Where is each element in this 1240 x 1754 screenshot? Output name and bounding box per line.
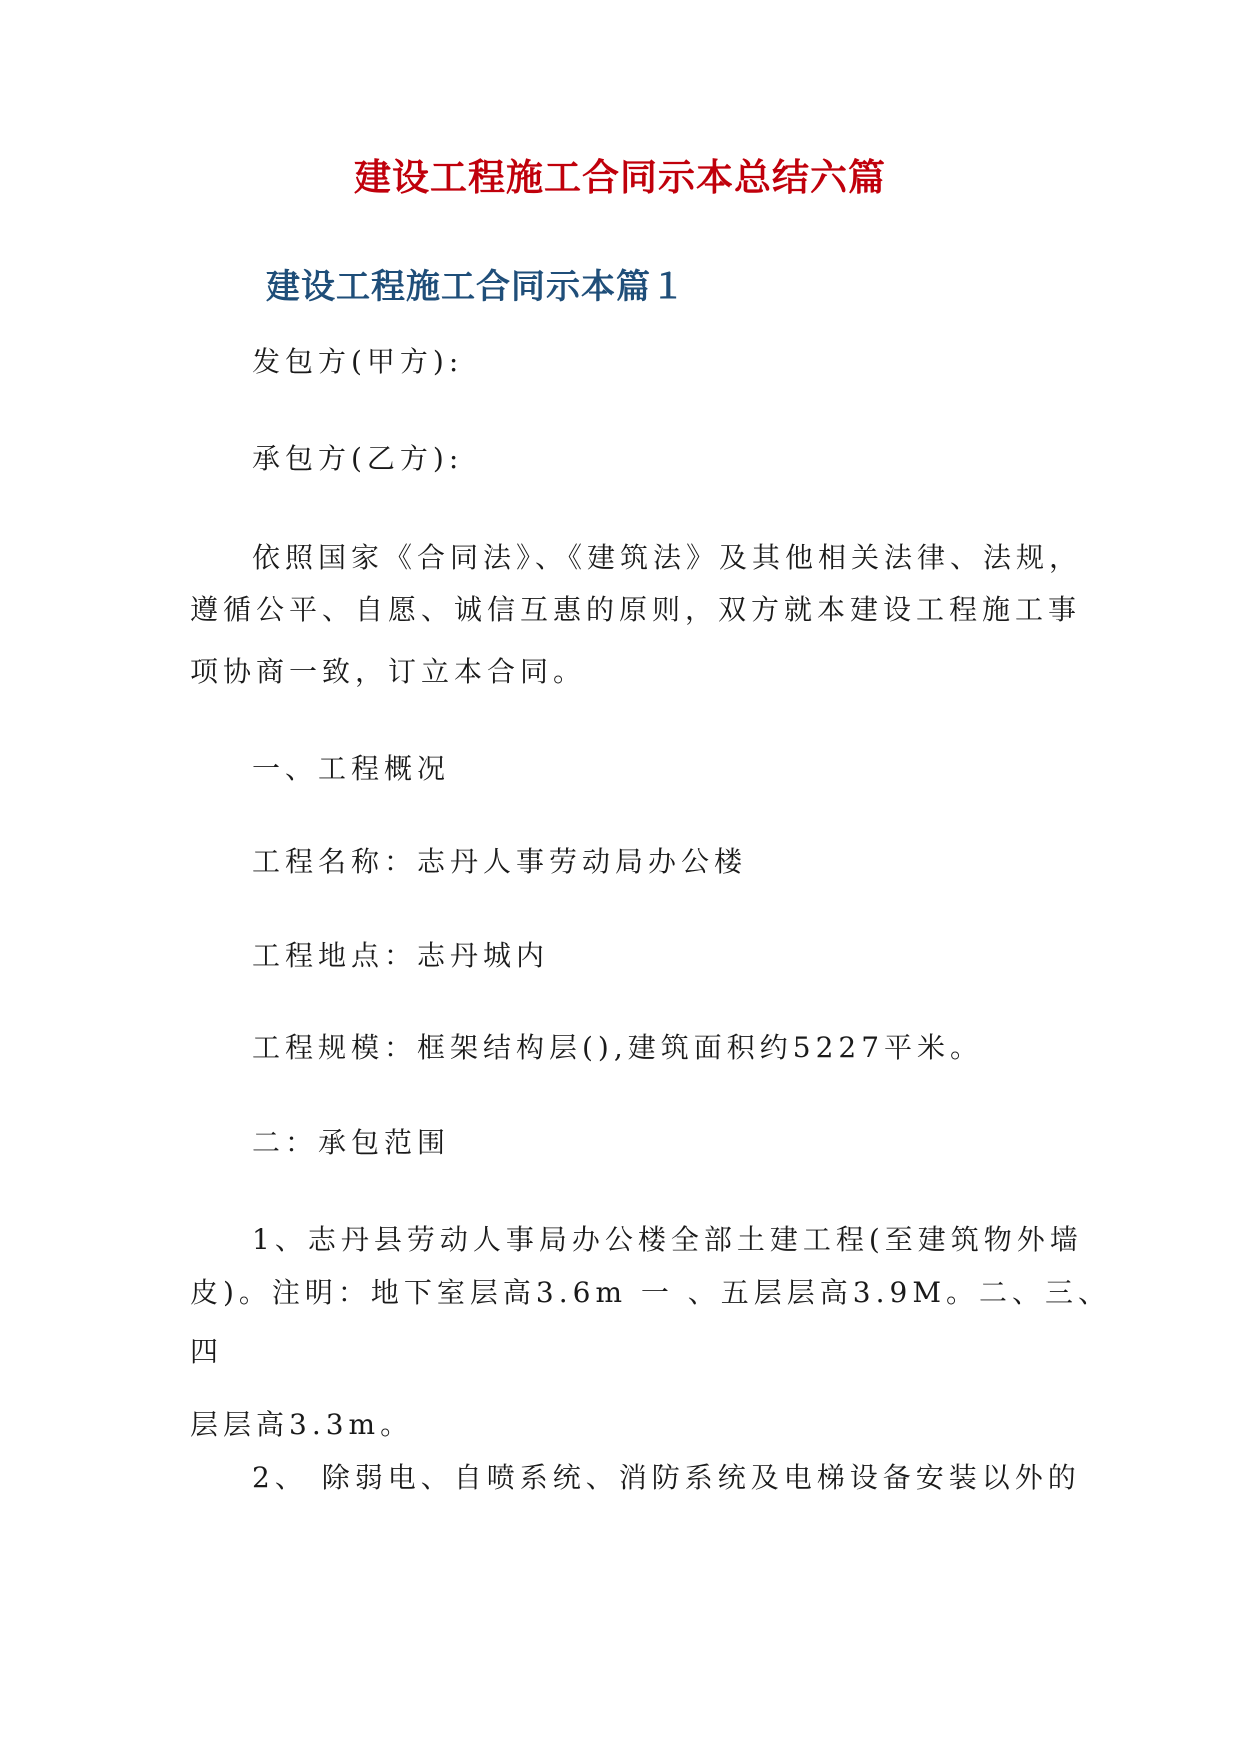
scope-item-1-line-1: 1、志丹县劳动人事局办公楼全部土建工程(至建筑物外墙 xyxy=(252,1223,1083,1256)
heading-contract-scope: 二：承包范围 xyxy=(252,1126,451,1159)
document-title: 建设工程施工合同示本总结六篇 xyxy=(354,155,886,199)
heading-project-overview: 一、工程概况 xyxy=(252,752,451,785)
scope-item-1-line-3: 四 xyxy=(190,1335,224,1368)
scope-item-2-line-1: 2、 除弱电、自喷系统、消防系统及电梯设备安装以外的 xyxy=(252,1461,1081,1494)
party-b-line: 承包方(乙方): xyxy=(252,442,464,475)
intro-paragraph-line-3: 项协商一致，订立本合同。 xyxy=(190,655,587,688)
section-title: 建设工程施工合同示本篇１ xyxy=(266,267,686,307)
intro-paragraph-line-2: 遵循公平、自愿、诚信互惠的原则，双方就本建设工程施工事 xyxy=(190,593,1082,626)
project-location-line: 工程地点：志丹城内 xyxy=(252,939,550,972)
project-name-line: 工程名称：志丹人事劳动局办公楼 xyxy=(252,845,748,878)
party-a-line: 发包方(甲方): xyxy=(252,345,464,378)
scope-item-1-line-2: 皮)。注明：地下室层高3.6m 一 、五层层高3.9M。二、三、 xyxy=(190,1276,1112,1309)
intro-paragraph-line-1: 依照国家《合同法》、《建筑法》及其他相关法律、法规， xyxy=(252,541,1083,574)
project-scale-line: 工程规模：框架结构层(),建筑面积约5227平米。 xyxy=(252,1031,984,1064)
scope-item-1-line-4: 层层高3.3m。 xyxy=(190,1408,414,1441)
